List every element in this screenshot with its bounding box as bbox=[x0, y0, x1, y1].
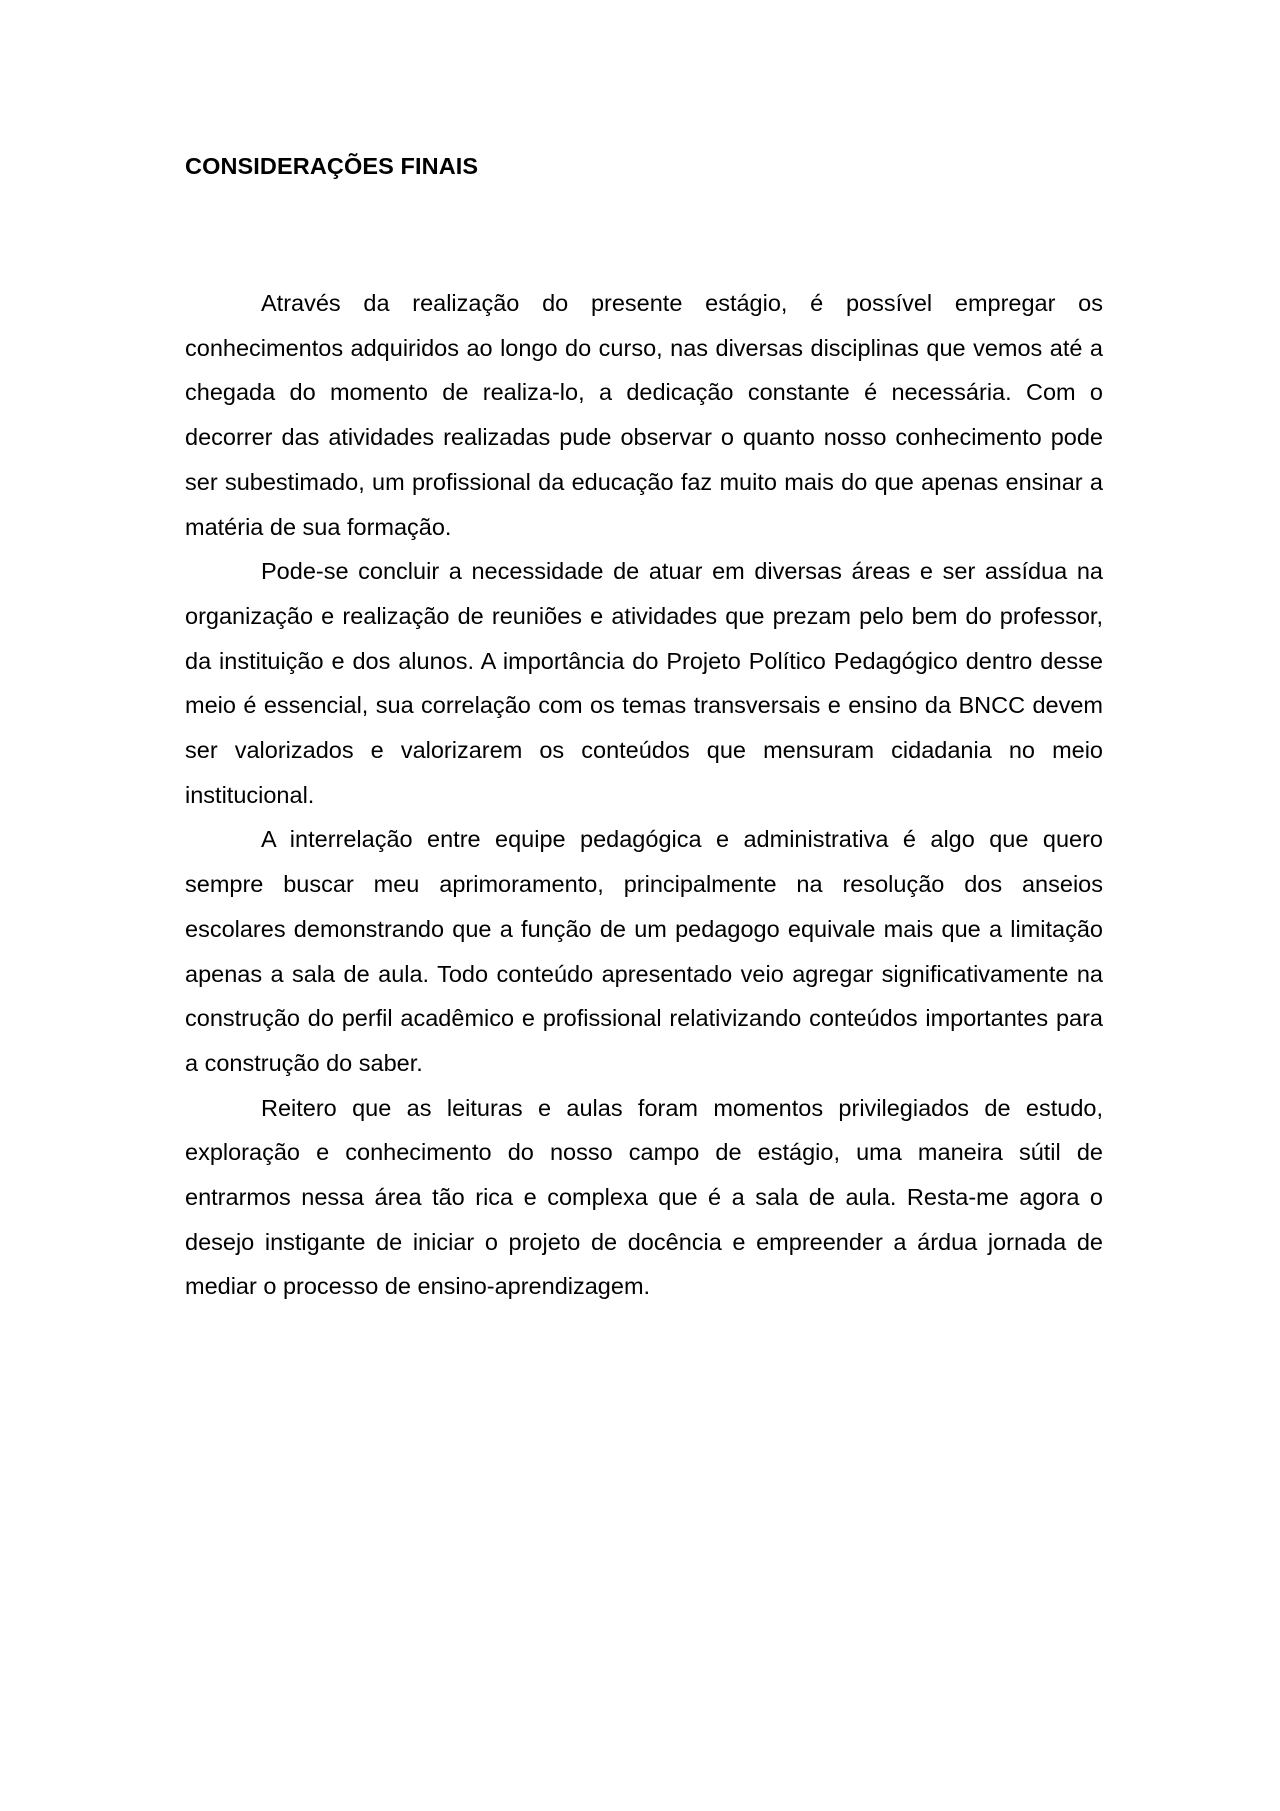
paragraph: Reitero que as leituras e aulas foram momentos privilegiados de estudo, exploração e conhecimento do nosso campo de estágio, uma maneira sútil de entrarmos nessa área tão rica e complexa que é a sala de aula. Resta-me agora o desejo instigante de iniciar o projeto de docência e empreender a árdua jornada de mediar o processo de ensino-aprendizagem. bbox=[185, 1094, 1103, 1300]
paragraph: Pode-se concluir a necessidade de atuar em diversas áreas e ser assídua na organização e realização de reuniões e atividades que prezam pelo bem do professor, da instituição e dos alunos. A importância do Projeto Político Pedagógico dentro desse meio é essencial, sua correlação com os temas transversais e ensino da BNCC devem ser valorizados e valorizarem os conteúdos que mensuram cidadania no meio institucional. bbox=[185, 558, 1103, 808]
section-heading: CONSIDERAÇÕES FINAIS bbox=[185, 153, 479, 179]
paragraph: Através da realização do presente estágio, é possível empregar os conhecimentos adquiridos ao longo do curso, nas diversas disciplinas que vemos até a chegada do momento de realiza-lo, a dedicação constante é necessária. Com o decorrer das atividades realizadas pude observar o quanto nosso conhecimento pode ser subestimado, um profissional da educação faz muito mais do que apenas ensinar a matéria de sua formação. bbox=[185, 290, 1103, 540]
body-text bbox=[185, 281, 1103, 1309]
paragraph: A interrelação entre equipe pedagógica e administrativa é algo que quero sempre buscar meu aprimoramento, principalmente na resolução dos anseios escolares demonstrando que a função de um pedagogo equivale mais que a limitação apenas a sala de aula. Todo conteúdo apresentado veio agregar significativamente na construção do perfil acadêmico e profissional relativizando conteúdos importantes para a construção do saber. bbox=[185, 826, 1103, 1076]
